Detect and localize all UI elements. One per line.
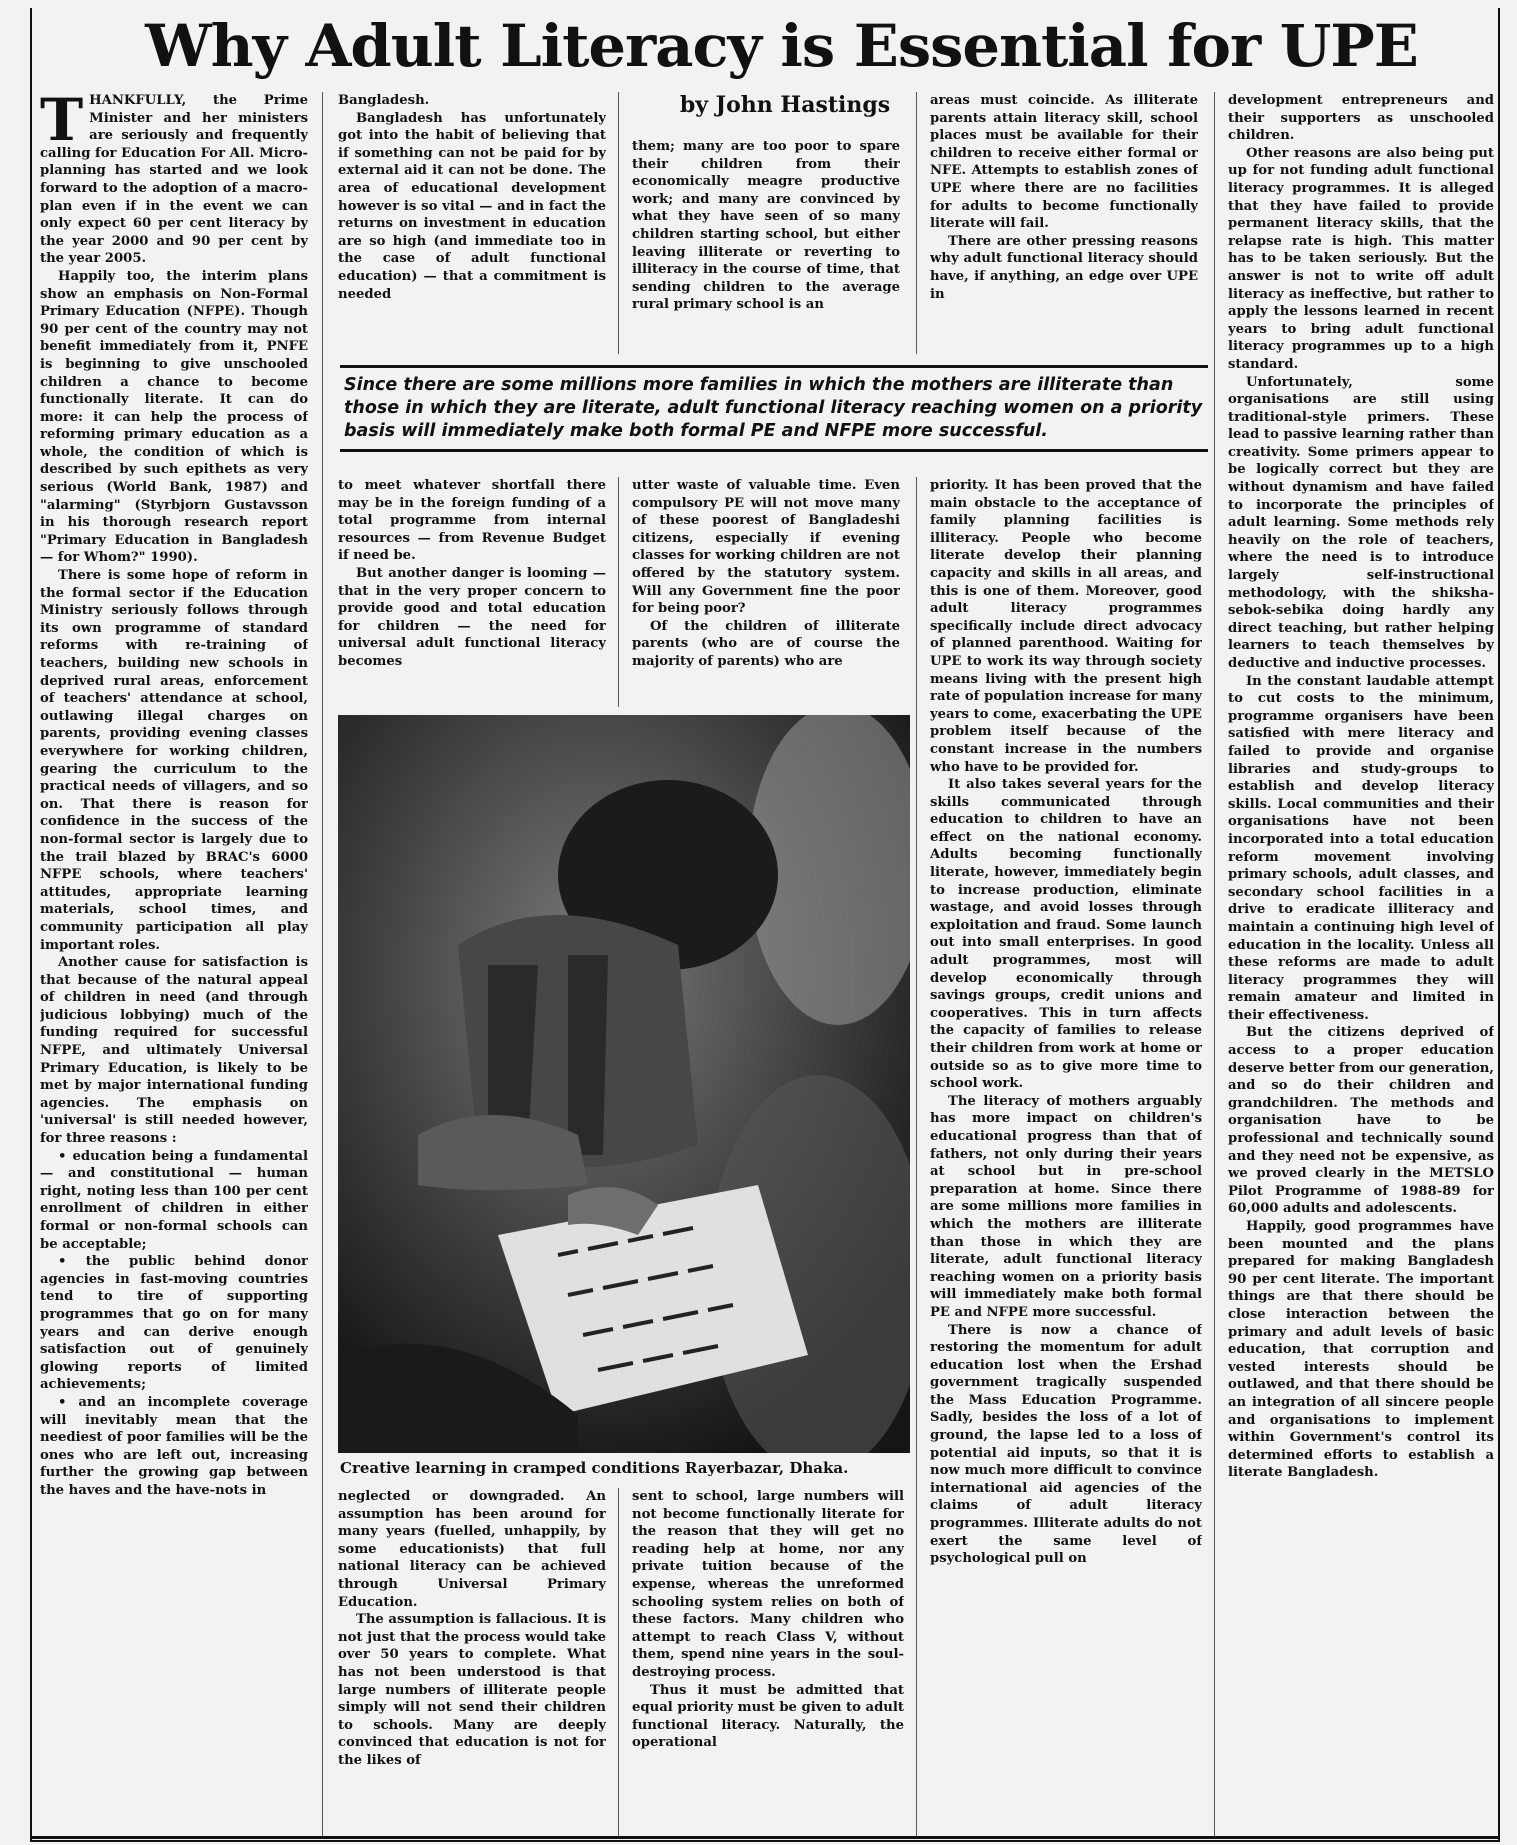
- col5-para-6: Happily, good programmes have been mounted and the plans prepared for making Bangladesh 90 per cent literate. The important things are that there should be close interaction between the primary and adult levels of basic education, that corruption and vested interests should be outlawed, and that there should be an integration of all sincere people and organisations to implement within Government's control its determined efforts to establish a literate Bangladesh.: [1228, 1219, 1494, 1481]
- byline: by John Hastings: [679, 92, 891, 118]
- headline: Why Adult Literacy is Essential for UPE: [145, 12, 1418, 80]
- column-5: [1228, 92, 1494, 1837]
- col1-para-4: Another cause for satisfaction is that because of the natural appeal of children in need (and through judicious lobbying) much of the funding required for successful NFPE, and ultimately Universal Primary Education, is likely to be met by major international funding agencies. The emphasis on 'universal' is still needed however, for three reasons :: [40, 955, 308, 1147]
- column-rule: [618, 477, 619, 707]
- column-3-mid: [632, 477, 900, 707]
- column-2-bottom: [338, 1488, 606, 1837]
- column-4-mid: [930, 477, 1202, 1837]
- article-photo: [338, 715, 910, 1453]
- col2-mid-para-2: But another danger is looming — that in the very proper concern to provide good and total education for children — the need for universal adult functional literacy becomes: [338, 565, 606, 669]
- column-rule: [618, 92, 619, 354]
- col4-mid-para-4: There is now a chance of restoring the momentum for adult education lost when the Ershad government tragically suspended the Mass Education Programme. Sadly, besides the loss of a lot of ground, the lapse led to a loss of potential aid inputs, so that it is now much more difficult to convince international aid agencies of the claims of adult literacy programmes. Illiterate adults do not exert the same level of psychological pull on: [930, 1322, 1202, 1567]
- column-rule: [618, 1488, 619, 1837]
- column-rule: [322, 92, 323, 1837]
- col3-bottom-para-2: Thus it must be admitted that equal priority must be given to adult functional literacy. Naturally, the operational: [632, 1682, 904, 1751]
- col4-mid-para-2: It also takes several years for the skills communicated through education to children to have an effect on the national economy. Adults becoming functionally literate, however, immediately begin to increase production, eliminate wastage, and avoid losses through exploitation and fraud. Some launch out into small enterprises. In good adult programmes, most will develop economically through savings groups, credit unions and cooperatives. This in turn affects the capacity of families to release their children from work at home or outside so as to give more time to school work.: [930, 777, 1202, 1092]
- col3-mid-para-1: utter waste of valuable time. Even compulsory PE will not move many of these poorest of Bangladeshi citizens, especially if evening classes for working children are not offered by the statutory system. Will any Government fine the poor for being poor?: [632, 478, 900, 617]
- column-rule: [916, 477, 917, 1837]
- column-2-top: [338, 92, 606, 354]
- col5-para-5: But the citizens deprived of access to a proper education deserve better from our generation, and so do their children and grandchildren. The methods and organisation have to be professional and technically sound and they need not be expensive, as we proved clearly in the METSLO Pilot Programme of 1988-89 for 60,000 adults and adolescents.: [1228, 1025, 1494, 1217]
- column-rule: [916, 92, 917, 354]
- col5-para-2: Other reasons are also being put up for not funding adult functional literacy programmes. It is alleged that they have failed to provide permanent literacy skills, that the relapse rate is high. This matter has to be taken seriously. But the answer is not to write off adult literacy as ineffective, but rather to apply the lessons learned in recent years to bring adult functional literacy programmes up to a high standard.: [1228, 145, 1494, 372]
- col2-bottom-para-2: The assumption is fallacious. It is not just that the process would take over 50 years to complete. What has not been understood is that large numbers of illiterate people simply will not send their children to schools. Many are deeply convinced that education is not for the likes of: [338, 1612, 606, 1768]
- col5-para-3: Unfortunately, some organisations are still using traditional-style primers. These lead to passive learning rather than creativity. Some primers appear to be logically correct but they are without dynamism and have failed to incorporate the principles of adult learning. Some methods rely heavily on the role of teachers, where the need is to introduce largely self-instructional methodology, with the shiksha-sebok-sebika doing hardly any direct teaching, but rather helping learners to teach themselves by deductive and inductive processes.: [1228, 374, 1494, 671]
- pull-quote: Since there are some millions more families in which the mothers are illiterate than those in which they are literate, adult functional literacy reaching women on a priority basis will immediately make both formal PE and NFPE more successful.: [340, 365, 1208, 452]
- col4-mid-para-1: priority. It has been proved that the main obstacle to the acceptance of family planning facilities is illiteracy. People who become literate develop their planning capacity and skills in all areas, and this is one of them. Moreover, good adult literacy programmes specifically include direct advocacy of planned parenthood. Waiting for UPE to work its way through society means living with the present high rate of population increase for many years to come, exacerbating the UPE problem itself because of the constant increase in the numbers who have to be provided for.: [930, 478, 1202, 775]
- col1-para-2: Happily too, the interim plans show an emphasis on Non-Formal Primary Education (NFPE). Though 90 per cent of the country may not benefit immediately from it, PNFE is beginning to give unschooled children a chance to become functionally literate. It can do more: it can help the process of reforming primary education as a whole, the condition of which is described by such epithets as very serious (World Bank, 1987) and "alarming" (Styrbjorn Gustavsson in his thorough research report "Primary Education in Bangladesh — for Whom?" 1990).: [40, 268, 308, 566]
- column-3-bottom: [632, 1488, 904, 1837]
- col2-mid-para-1: to meet whatever shortfall there may be in the foreign funding of a total programme from internal resources — from Revenue Budget if need be.: [338, 478, 606, 564]
- col3-bottom-para-1: sent to school, large numbers will not become functionally literate for the reason that they will get no reading help at home, nor any private tuition because of the expense, whereas the unreformed schooling system relies on both of these factors. Many children who attempt to reach Class V, without them, spend nine years in the soul-destroying process.: [632, 1489, 904, 1680]
- column-1: [40, 92, 308, 1837]
- col3-mid-para-2: Of the children of illiterate parents (who are of course the majority of parents) who are: [632, 618, 900, 669]
- col2-top-para-2: Bangladesh has unfortunately got into the habit of believing that if something can not be paid for by external aid it can not be done. The area of educational development however is so vital — and in fact the returns on investment in education are so high (and immediate too in the case of adult functional education) — that a commitment is needed: [338, 110, 606, 302]
- column-4-top: [930, 92, 1198, 354]
- col2-top-para-1: Bangladesh.: [338, 93, 430, 108]
- col3-top-para-1: them; many are too poor to spare their children from their economically meagre productive work; and many are convinced by what they have seen of so many children starting school, but either leaving illiterate or reverting to illiteracy in the course of time, that sending children to the average rural primary school is an: [632, 139, 900, 313]
- column-2-mid: [338, 477, 606, 707]
- col1-bullet-3: • and an incomplete coverage will inevitably mean that the neediest of poor families will be the ones who are left out, increasing further the growing gap between the haves and the have-nots in: [40, 1394, 308, 1498]
- column-3-top: [632, 138, 900, 354]
- col4-top-para-1: areas must coincide. As illiterate parents attain literacy skill, school places must be available for their children to receive either formal or NFE. Attempts to establish zones of UPE where there are no facilities for adults to become functionally literate will fail.: [930, 93, 1198, 232]
- col1-para-3: There is some hope of reform in the formal sector if the Education Ministry seriously follows through its own programme of standard reforms with re-training of teachers, building new schools in deprived rural areas, enforcement of teachers' attendance at school, outlawing illegal charges on parents, providing evening classes everywhere for working children, gearing the curriculum to the practical needs of villagers, and so on. That there is reason for confidence in the success of the non-formal sector is largely due to the trail blazed by BRAC's 6000 NFPE schools, where teachers' attitudes, appropriate learning materials, school times, and community participation all play important roles.: [40, 568, 308, 953]
- bottom-rule: [30, 1836, 1498, 1839]
- dropcap: T: [40, 92, 84, 154]
- col5-para-4: In the constant laudable attempt to cut costs to the minimum, programme organisers have been satisfied with mere literacy and failed to provide and organise libraries and study-groups to establish and develop literacy skills. Local communities and their organisations have not been incorporated into a total education reform movement involving primary schools, adult classes, and secondary school facilities in a drive to eradicate illiteracy and maintain a continuing high level of education in the locality. Unless all these reforms are made to adult literacy programmes they will remain amateur and limited in their effectiveness.: [1228, 673, 1494, 1023]
- photo-child-reading: [338, 715, 910, 1453]
- photo-caption: Creative learning in cramped conditions Rayerbazar, Dhaka.: [340, 1459, 849, 1477]
- col1-bullet-2: • the public behind donor agencies in fast-moving countries tend to tire of supporting programmes that go on for many years and can derive enough satisfaction out of genuinely glowing reports of limited achievements;: [40, 1254, 308, 1393]
- col2-bottom-para-1: neglected or downgraded. An assumption has been around for many years (fuelled, unhappily, by some educationists) that full national literacy can be achieved through Universal Primary Education.: [338, 1489, 606, 1610]
- col4-top-para-2: There are other pressing reasons why adult functional literacy should have, if anything, an edge over UPE in: [930, 233, 1198, 302]
- col1-bullet-1: • education being a fundamental — and constitutional — human right, noting less than 100 per cent enrollment of children in either formal or non-formal schools can be acceptable;: [40, 1148, 308, 1252]
- col4-mid-para-3: The literacy of mothers arguably has more impact on children's educational progress than that of fathers, not only during their years at school but in pre-school preparation at home. Since there are some millions more families in which the mothers are illiterate than those in which they are literate, adult functional literacy reaching women on a priority basis will immediately make both formal PE and NFPE more successful.: [930, 1093, 1202, 1320]
- col5-para-1: development entrepreneurs and their supporters as unschooled children.: [1228, 93, 1494, 144]
- col1-para-1: THANKFULLY, the Prime Minister and her ministers are seriously and frequently calling for Education For All. Micro-planning has started and we look forward to the adoption of a macro-plan even if in the event we can only expect 60 per cent literacy by the year 2000 and 90 per cent by the year 2005.: [40, 92, 308, 267]
- column-rule: [1214, 92, 1215, 1837]
